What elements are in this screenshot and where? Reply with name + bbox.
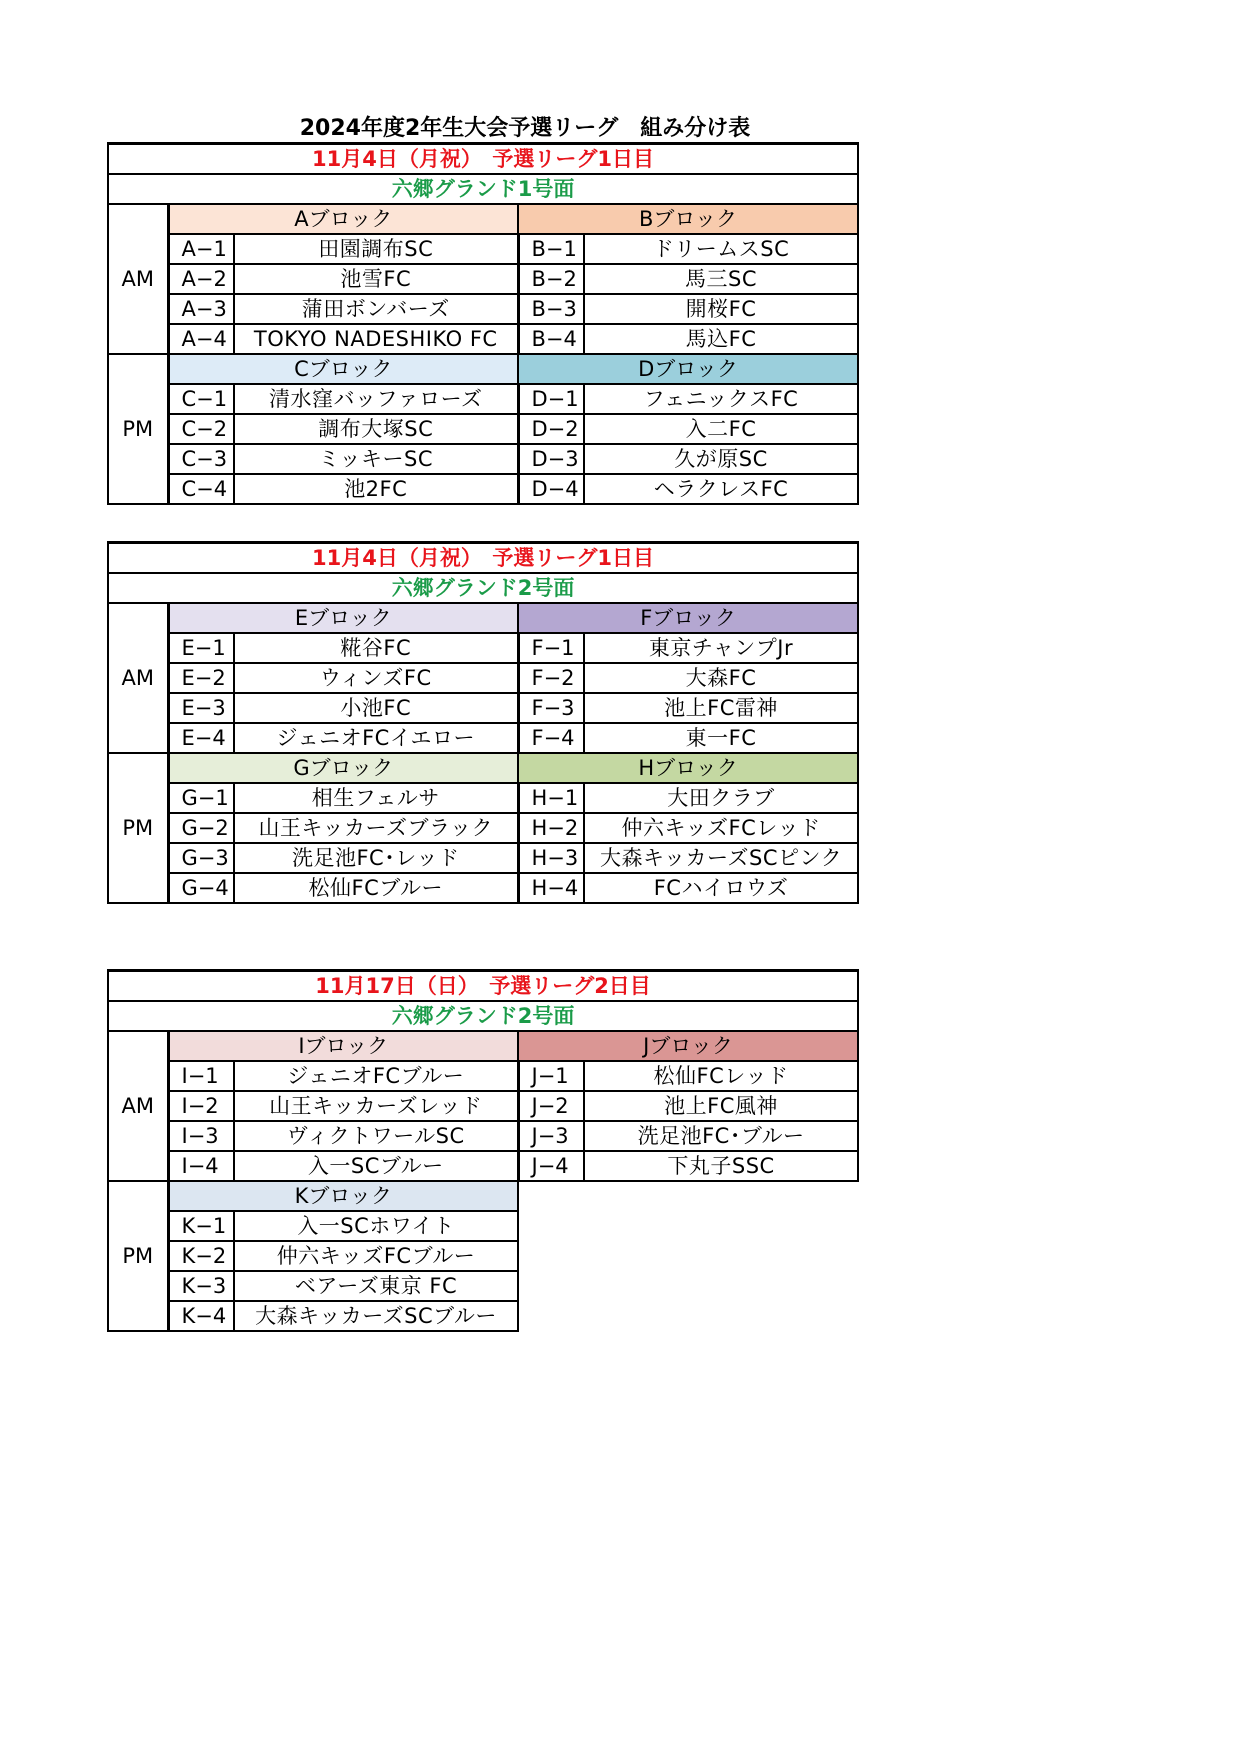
venue-name: 六郷グランド2号面	[108, 573, 858, 603]
team-name: 糀谷FC	[234, 633, 518, 663]
team-name: 小池FC	[234, 693, 518, 723]
block-name: Eブロック	[168, 603, 518, 633]
block-name: Jブロック	[518, 1031, 858, 1061]
team-row	[108, 1271, 858, 1301]
team-row	[108, 633, 858, 663]
session-label: AM	[108, 204, 168, 354]
team-code: H−4	[518, 873, 584, 903]
team-code: A−2	[168, 264, 234, 294]
block-name: Fブロック	[518, 603, 858, 633]
team-code: K−2	[168, 1241, 234, 1271]
team-name: 入一SCホワイト	[234, 1211, 518, 1241]
block-header-row	[108, 204, 858, 234]
team-name: 田園調布SC	[234, 234, 518, 264]
block-name: Gブロック	[168, 753, 518, 783]
match-date: 11月4日（月祝） 予選リーグ1日目	[108, 144, 858, 175]
team-row	[108, 663, 858, 693]
team-name: ミッキーSC	[234, 444, 518, 474]
block-header-row	[108, 1181, 858, 1211]
team-name: 下丸子SSC	[584, 1151, 858, 1181]
team-code: G−3	[168, 843, 234, 873]
team-code: J−4	[518, 1151, 584, 1181]
team-name: 洗足池FC･ブルー	[584, 1121, 858, 1151]
session-label: PM	[108, 1181, 168, 1331]
team-name: 東一FC	[584, 723, 858, 753]
block-name: Dブロック	[518, 354, 858, 384]
venue-row	[108, 1001, 858, 1031]
team-row	[108, 783, 858, 813]
team-name: FCハイロウズ	[584, 873, 858, 903]
team-code: F−3	[518, 693, 584, 723]
empty-cell	[518, 1301, 858, 1331]
team-code: J−2	[518, 1091, 584, 1121]
team-row	[108, 1061, 858, 1091]
session-label: AM	[108, 603, 168, 753]
team-code: H−2	[518, 813, 584, 843]
team-code: K−1	[168, 1211, 234, 1241]
team-code: F−4	[518, 723, 584, 753]
team-row	[108, 444, 858, 474]
team-name: 池上FC風神	[584, 1091, 858, 1121]
team-row	[108, 1091, 858, 1121]
empty-cell	[518, 1241, 858, 1271]
team-code: C−2	[168, 414, 234, 444]
team-name: ヘラクレスFC	[584, 474, 858, 504]
block-name: Cブロック	[168, 354, 518, 384]
team-name: ヴィクトワールSC	[234, 1121, 518, 1151]
document-title: 2024年度2年生大会予選リーグ 組み分け表	[299, 116, 751, 141]
empty-cell	[518, 1211, 858, 1241]
team-row	[108, 1301, 858, 1331]
team-row	[108, 723, 858, 753]
schedule-table	[107, 142, 859, 505]
venue-row	[108, 573, 858, 603]
block-header-row	[108, 753, 858, 783]
team-name: 大田クラブ	[584, 783, 858, 813]
team-name: 相生フェルサ	[234, 783, 518, 813]
team-name: 松仙FCブルー	[234, 873, 518, 903]
team-row	[108, 384, 858, 414]
match-date: 11月4日（月祝） 予選リーグ1日目	[108, 543, 858, 574]
team-code: E−4	[168, 723, 234, 753]
date-row	[108, 543, 858, 574]
team-name: 馬込FC	[584, 324, 858, 354]
team-name: 入一SCブルー	[234, 1151, 518, 1181]
team-row	[108, 474, 858, 504]
team-name: ジェニオFCイエロー	[234, 723, 518, 753]
team-name: TOKYO NADESHIKO FC	[234, 324, 518, 354]
team-code: I−2	[168, 1091, 234, 1121]
team-code: C−1	[168, 384, 234, 414]
team-name: 洗足池FC･レッド	[234, 843, 518, 873]
date-row	[108, 971, 858, 1002]
empty-cell	[518, 1271, 858, 1301]
team-row	[108, 1241, 858, 1271]
team-name: 仲六キッズFCブルー	[234, 1241, 518, 1271]
team-name: 開桜FC	[584, 294, 858, 324]
team-name: 池雪FC	[234, 264, 518, 294]
team-code: A−3	[168, 294, 234, 324]
team-name: ドリームスSC	[584, 234, 858, 264]
session-label: PM	[108, 753, 168, 903]
team-row	[108, 813, 858, 843]
date-row	[108, 144, 858, 175]
team-code: G−2	[168, 813, 234, 843]
team-name: 蒲田ボンバーズ	[234, 294, 518, 324]
team-row	[108, 264, 858, 294]
team-code: C−3	[168, 444, 234, 474]
team-code: B−2	[518, 264, 584, 294]
block-name: Iブロック	[168, 1031, 518, 1061]
team-name: 調布大塚SC	[234, 414, 518, 444]
block-name: Kブロック	[168, 1181, 518, 1211]
block-name: Aブロック	[168, 204, 518, 234]
team-name: 馬三SC	[584, 264, 858, 294]
empty-cell	[518, 1181, 858, 1211]
team-code: B−1	[518, 234, 584, 264]
team-name: ベアーズ東京 FC	[234, 1271, 518, 1301]
schedule-table	[107, 541, 859, 904]
team-code: D−4	[518, 474, 584, 504]
team-name: 大森キッカーズSCブルー	[234, 1301, 518, 1331]
match-date: 11月17日（日） 予選リーグ2日目	[108, 971, 858, 1002]
schedule-table	[107, 969, 859, 1332]
team-row	[108, 294, 858, 324]
team-code: D−1	[518, 384, 584, 414]
team-name: 池2FC	[234, 474, 518, 504]
team-row	[108, 234, 858, 264]
block-header-row	[108, 354, 858, 384]
team-code: K−4	[168, 1301, 234, 1331]
team-name: ジェニオFCブルー	[234, 1061, 518, 1091]
team-code: H−1	[518, 783, 584, 813]
team-row	[108, 1211, 858, 1241]
team-name: 仲六キッズFCレッド	[584, 813, 858, 843]
team-name: 大森FC	[584, 663, 858, 693]
block-name: Hブロック	[518, 753, 858, 783]
block-header-row	[108, 603, 858, 633]
team-name: 清水窪バッファローズ	[234, 384, 518, 414]
team-code: B−3	[518, 294, 584, 324]
session-label: AM	[108, 1031, 168, 1181]
team-code: A−4	[168, 324, 234, 354]
team-name: フェニックスFC	[584, 384, 858, 414]
team-name: 山王キッカーズブラック	[234, 813, 518, 843]
team-name: 山王キッカーズレッド	[234, 1091, 518, 1121]
team-code: F−2	[518, 663, 584, 693]
team-code: G−1	[168, 783, 234, 813]
team-name: 久が原SC	[584, 444, 858, 474]
team-name: ウィンズFC	[234, 663, 518, 693]
team-code: C−4	[168, 474, 234, 504]
team-code: F−1	[518, 633, 584, 663]
team-code: E−1	[168, 633, 234, 663]
team-name: 松仙FCレッド	[584, 1061, 858, 1091]
team-row	[108, 843, 858, 873]
block-header-row	[108, 1031, 858, 1061]
team-code: J−3	[518, 1121, 584, 1151]
venue-row	[108, 174, 858, 204]
team-row	[108, 1151, 858, 1181]
team-row	[108, 693, 858, 723]
team-name: 東京チャンプJr	[584, 633, 858, 663]
team-row	[108, 1121, 858, 1151]
team-code: D−3	[518, 444, 584, 474]
team-code: E−2	[168, 663, 234, 693]
team-code: B−4	[518, 324, 584, 354]
team-code: D−2	[518, 414, 584, 444]
session-label: PM	[108, 354, 168, 504]
team-name: 入二FC	[584, 414, 858, 444]
venue-name: 六郷グランド2号面	[108, 1001, 858, 1031]
team-name: 大森キッカーズSCピンク	[584, 843, 858, 873]
team-row	[108, 414, 858, 444]
team-code: K−3	[168, 1271, 234, 1301]
venue-name: 六郷グランド1号面	[108, 174, 858, 204]
team-code: I−1	[168, 1061, 234, 1091]
team-row	[108, 873, 858, 903]
team-code: I−3	[168, 1121, 234, 1151]
team-code: A−1	[168, 234, 234, 264]
block-name: Bブロック	[518, 204, 858, 234]
team-name: 池上FC雷神	[584, 693, 858, 723]
team-code: H−3	[518, 843, 584, 873]
team-code: I−4	[168, 1151, 234, 1181]
team-row	[108, 324, 858, 354]
team-code: G−4	[168, 873, 234, 903]
team-code: E−3	[168, 693, 234, 723]
team-code: J−1	[518, 1061, 584, 1091]
